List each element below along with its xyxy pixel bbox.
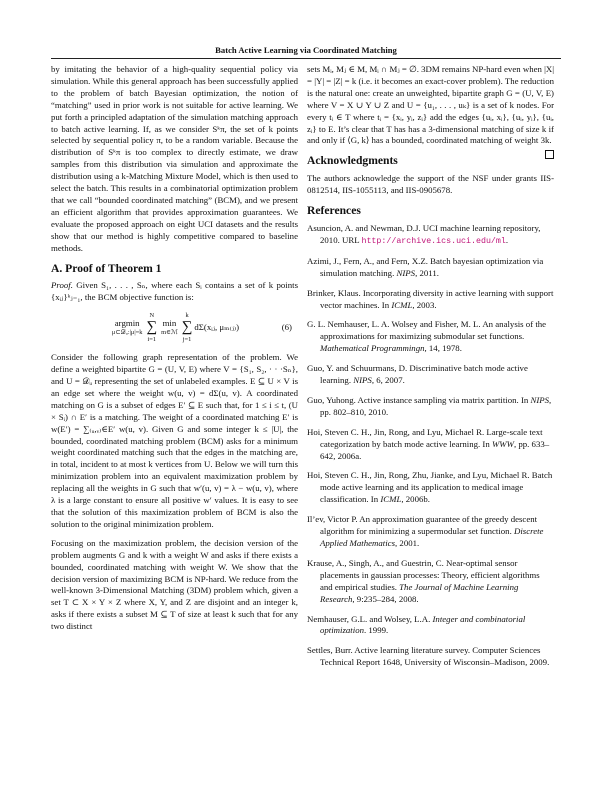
- equation-6: [51, 311, 298, 344]
- reference-text: Brinker, Klaus. Incorporating diversity in active learning with support vector machines. In: [307, 287, 554, 310]
- reference-text: G. L. Nemhauser, L. A. Wolsey and Fisher, M. L. An analysis of the approximations for maximizing submodular set functions.: [307, 319, 547, 342]
- reduction-continued-text: sets Mᵢ, Mⱼ ∈ M, Mᵢ ∩ Mⱼ = ∅. 3DM remains NP-hard even when |X| = |Y| = |Z| = k (i.e. it becomes an exact-cover problem). The reduction is the natural one: create an unweighted, bipartite graph G = (U, V, E) where V = X ∪ Y ∪ Z and U = {u₁, . . . , uₖ} is a set of k nodes. For every tᵢ ∈ T where tᵢ = {xᵢ, yᵢ, zᵢ} add the edges {uᵢ, xᵢ}, {uᵢ, yᵢ}, {uᵢ, zᵢ} to E. It’s clear that T has has a 3-dimensional matching of size k if and only if ⟨G, k⟩ has a bounded, coordinated matching of weight 3k.: [307, 64, 554, 146]
- eq-sum-i-sigma: ∑: [146, 319, 158, 336]
- reference-suffix: , 6, 2007.: [371, 375, 405, 386]
- eq-min-label: min: [162, 317, 177, 328]
- reference-venue: NIPS: [353, 375, 372, 386]
- reference-suffix: . 1999.: [364, 625, 389, 636]
- right-column: [307, 64, 554, 677]
- section-heading-references: References: [307, 204, 361, 218]
- proof-label: Proof.: [51, 280, 73, 291]
- reference-suffix: , 9:235–284, 2008.: [352, 593, 419, 604]
- reference-venue: Mathematical Programmingn: [320, 343, 425, 354]
- reference-text: Nemhauser, G.L. and Wolsey, L.A.: [307, 613, 433, 624]
- eq-sum-j: [182, 311, 193, 344]
- intro-paragraph: by imitating the behavior of a high-quality sequential policy via simulation. While this general approach has been successfully applied to the problem of batch Bayesian optimization, the notion of “matching” used in prior work is not suitable for active learning. We put forth a principled adaptation of the simulation matching approach to batch active learning. If, as we consider Sᵏπ, the set of k points selected by sequential policy π, to be a random variable. Because the distribution of Sᵏπ is too complex to directly estimate, we draw samples from this distribution via simulation and approximate the distribution using a k-Matching Mixture Model, which is then used to select the batch. This results in a combinatorial optimization problem that we call “bounded coordinated matching” (BCM), and we present an efficient algorithm that provides approximation guarantees. We evaluate the proposed approach on eight UCI datasets and the results show that our method is highly competitive compared to baseline methods.: [51, 64, 298, 253]
- reference-item: [307, 514, 554, 550]
- acknowledgments-text: The authors acknowledge the support of the NSF under grants IIS-0812514, IIS-1055113, and IIS-0905678.: [307, 173, 554, 196]
- equation-number: (6): [281, 321, 292, 332]
- graph-paragraph: Consider the following graph representation of the problem. We define a weighted bipartite G = (U, V, E) where V = {S₁, S₂, · · ·Sₙ}, and U = 𝒟ᵤ representing the set of unlabeled examples. E ⊆ U × V is an edge set where the weight w(u, v) = dΣ(u, v). A coordinated matching on G is a subset of edges E′ ⊆ E such that, for 1 ≤ i ≤ t, (U × Sᵢ) ∩ E′ is a matching. The weight of a coordinated matching E′ is w(E′) = ∑₍ᵤ,ᵥ₎∈E′ w(u, v). Given G and some integer k ≤ |U|, the bounded, coordinated matching problem (BCM) asks for a minimum weight coordinated matching such that the edges in the matching are, in total, incident to at most k vertices from U. Below we will turn this minimization problem into an equivalent maximization problem by replacing all the weights in G such that w′(u, v) = λ − w(u, v), where λ is a large constant to ensure all positive w′ values. It is easy to see that the solution of this maximization problem of BCM is also the solution to the original minimization problem.: [51, 352, 298, 529]
- eq-sum-i: [146, 311, 157, 344]
- reference-item: [307, 223, 554, 248]
- proof-intro-text: Given S₁, . . . , Sₙ, where each Sᵢ contains a set of k points {xᵢⱼ}ᵏⱼ₌₁, the BCM objective function is:: [51, 280, 299, 303]
- qed-box-icon: [545, 150, 554, 159]
- reference-item: [307, 645, 554, 669]
- eq-min-sub: m∈ℳ: [161, 328, 178, 336]
- reference-text: Azimi, J., Fern, A., and Fern, X.Z. Batch bayesian optimization via simulation matching.: [307, 255, 544, 278]
- section-heading-ack: Acknowledgments: [307, 154, 398, 168]
- reference-suffix: , 2006b.: [401, 494, 430, 505]
- eq-sum-j-sigma: ∑: [181, 319, 193, 336]
- eq-sum-i-bot: i=1: [147, 336, 157, 344]
- reference-venue: NIPS: [530, 394, 550, 405]
- eq-sum-i-top: N: [149, 312, 155, 320]
- reduction-paragraph: Focusing on the maximization problem, the decision version of the problem augments G and k with a weight W and asks if there exists a bounded, coordinated matching with weight W. We show that the decision version of maximizing BCM is NP-hard. We reduce from the well-known 3-Dimensional Matching (3DM) problem which, given a set T ⊂ X × Y × Z where X, Y, and Z are disjoint and an integer k, asks if there exists a subset M ⊆ T of size at least k such that for any two distinct: [51, 537, 298, 632]
- reference-venue: ICML: [391, 299, 413, 310]
- reference-suffix: , 2001.: [395, 538, 420, 548]
- eq-sum-j-top: k: [185, 312, 189, 320]
- reference-text: Guo, Yuhong. Active instance sampling via matrix partition. In: [307, 394, 531, 405]
- reference-url-link[interactable]: http://archive.ics.uci.edu/ml: [361, 236, 506, 246]
- reference-venue: Integer and combinatorial optimization: [320, 613, 526, 636]
- reference-text: Hoi, Steven C. H., Jin, Rong, Zhu, Jianke, and Lyu, Michael R. Batch mode active learning and its application to medical image classification. In: [307, 470, 553, 505]
- reference-text: Krause, A., Singh, A., and Guestrin, C. Near-optimal sensor placements in gaussian processes: Theory, efficient algorithms and empirical studies.: [307, 557, 540, 592]
- reference-suffix: , 2011.: [415, 267, 439, 278]
- reference-text: Settles, Burr. Active learning literature survey. Computer Sciences Technical Report 1648, University of Wisconsin–Madison, 2009.: [307, 645, 550, 668]
- reference-venue: ICML: [380, 494, 402, 505]
- proof-intro: [51, 280, 298, 304]
- header-rule: [51, 58, 561, 59]
- reference-text: Guo, Y. and Schuurmans, D. Discriminative batch mode active learning.: [307, 363, 528, 386]
- reference-item: [307, 319, 554, 355]
- reference-suffix: , pp. 802–810, 2010.: [320, 394, 552, 417]
- eq-argmin: [112, 319, 143, 337]
- reference-item: [307, 470, 554, 506]
- reduction-continued: [307, 64, 554, 147]
- reference-item: [307, 288, 554, 312]
- eq-term: dΣ(xᵢⱼ, μₘ₍ⱼ₎): [194, 321, 240, 332]
- reference-item: [307, 395, 554, 419]
- running-head: Batch Active Learning via Coordinated Matching: [215, 45, 397, 55]
- reference-suffix: , 14, 1978.: [424, 343, 462, 354]
- left-column: [51, 64, 298, 640]
- eq-argmin-label: argmin: [114, 317, 140, 328]
- reference-venue: Discrete Applied Mathematics: [320, 526, 544, 548]
- eq-min: [161, 319, 178, 337]
- reference-venue: WWW: [491, 438, 514, 449]
- reference-venue: The Journal of Machine Learning Research: [320, 581, 519, 604]
- reference-suffix: .: [505, 234, 509, 245]
- reference-item: [307, 256, 554, 280]
- reference-item: [307, 363, 554, 387]
- reference-suffix: , pp. 633–642, 2006a.: [320, 438, 550, 461]
- reference-text: Asuncion, A. and Newman, D.J. UCI machine learning repository, 2010. URL: [307, 222, 541, 245]
- reference-item: [307, 614, 554, 638]
- eq-sum-j-bot: j=1: [182, 336, 192, 344]
- reference-suffix: , 2003.: [412, 299, 437, 310]
- reference-text: Hoi, Steven C. H., Jin, Rong, and Lyu, Michael R. Large-scale text categorization by batch mode active learning. In: [307, 426, 543, 449]
- reference-venue: NIPS: [396, 267, 416, 278]
- reference-text: Il’ev, Victor P. An approximation guarantee of the greedy descent algorithm for minimizing a supermodular set function.: [307, 514, 538, 537]
- section-heading-proof: A. Proof of Theorem 1: [51, 261, 162, 275]
- eq-argmin-sub: μ⊂𝒟ᵤ:|μ|=k: [111, 328, 143, 336]
- reference-item: [307, 427, 554, 463]
- reference-list: [307, 223, 554, 669]
- reference-item: [307, 558, 554, 606]
